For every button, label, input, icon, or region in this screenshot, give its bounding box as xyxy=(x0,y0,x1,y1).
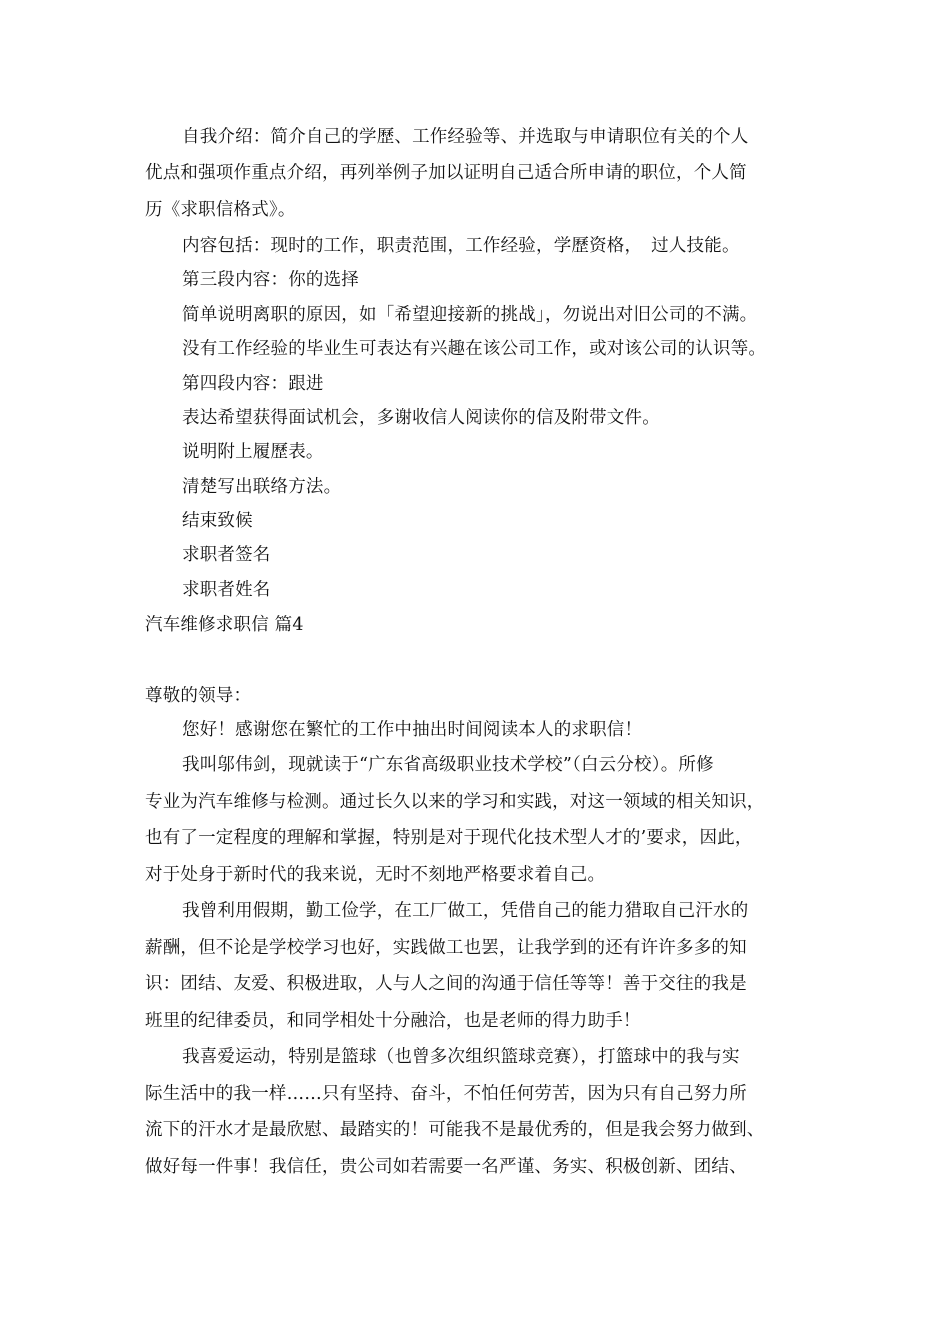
content-line: 内容包括：现时的工作，职责范围，工作经验，学歷资格， 过人技能。 xyxy=(182,236,740,256)
intro-line-3: 历《求职信格式》。 xyxy=(145,200,296,220)
p1-line-3: 也有了一定程度的理解和掌握，特别是对于现代化技术型人才的’要求，因此， xyxy=(145,828,753,848)
intro-line-1: 自我介绍：简介自己的学歷、工作经验等、并选取与申请职位有关的个人 xyxy=(182,127,749,147)
para4-line-3: 清楚写出联络方法。 xyxy=(182,477,342,497)
p1-line-1: 我叫邬伟剑，现就读于“广东省高级职业技术学校”（白云分校）。所修 xyxy=(182,755,714,775)
p2-line-1: 我曾利用假期，勤工俭学，在工厂做工，凭借自己的能力猎取自己汗水的 xyxy=(182,901,749,921)
para3-line-2: 没有工作经验的毕业生可表达有兴趣在该公司工作，或对该公司的认识等。 xyxy=(182,339,767,359)
p1-line-2: 专业为汽车维修与检测。通过长久以来的学习和实践，对这一领域的相关知识， xyxy=(145,792,765,812)
intro-line-2: 优点和强项作重点介绍，再列举例子加以证明自己适合所申请的职位，个人简 xyxy=(145,163,747,183)
name-line: 求职者姓名 xyxy=(182,580,271,600)
p3-line-2: 际生活中的我一样……只有坚持、奋斗，不怕任何劳苦，因为只有自己努力所 xyxy=(145,1084,747,1104)
section-title: 汽车维修求职信 篇4 xyxy=(145,615,304,635)
p2-line-4: 班里的纪律委员，和同学相处十分融洽，也是老师的得力助手！ xyxy=(145,1011,641,1031)
para4-line-1: 表达希望获得面试机会，多谢收信人阅读你的信及附带文件。 xyxy=(182,408,660,428)
closing-line: 结束致候 xyxy=(182,511,253,531)
p2-line-3: 识：团结、友爱、积极进取，人与人之间的沟通于信任等等！善于交往的我是 xyxy=(145,974,747,994)
para4-heading: 第四段内容：跟进 xyxy=(182,374,324,394)
p2-line-2: 薪酬，但不论是学校学习也好，实践做工也罢，让我学到的还有许许多多的知 xyxy=(145,938,747,958)
signature-line: 求职者签名 xyxy=(182,545,271,565)
para3-line-1: 简单说明离职的原因，如「希望迎接新的挑战」，勿说出对旧公司的不满。 xyxy=(182,305,758,325)
p1-line-4: 对于处身于新时代的我来说，无时不刻地严格要求着自己。 xyxy=(145,865,606,885)
para3-heading: 第三段内容：你的选择 xyxy=(182,270,359,290)
para4-line-2: 说明附上履歷表。 xyxy=(182,442,324,462)
letter-greeting: 您好！感谢您在繁忙的工作中抽出时间阅读本人的求职信！ xyxy=(182,720,643,740)
p3-line-1: 我喜爱运动，特别是篮球（也曾多次组织篮球竞赛），打篮球中的我与实 xyxy=(182,1047,740,1067)
letter-salutation: 尊敬的领导： xyxy=(145,686,252,706)
p3-line-3: 流下的汗水才是最欣慰、最踏实的！可能我不是最优秀的，但是我会努力做到、 xyxy=(145,1120,765,1140)
p3-line-4: 做好每一件事！我信任，贵公司如若需要一名严谨、务实、积极创新、团结、 xyxy=(145,1157,747,1177)
